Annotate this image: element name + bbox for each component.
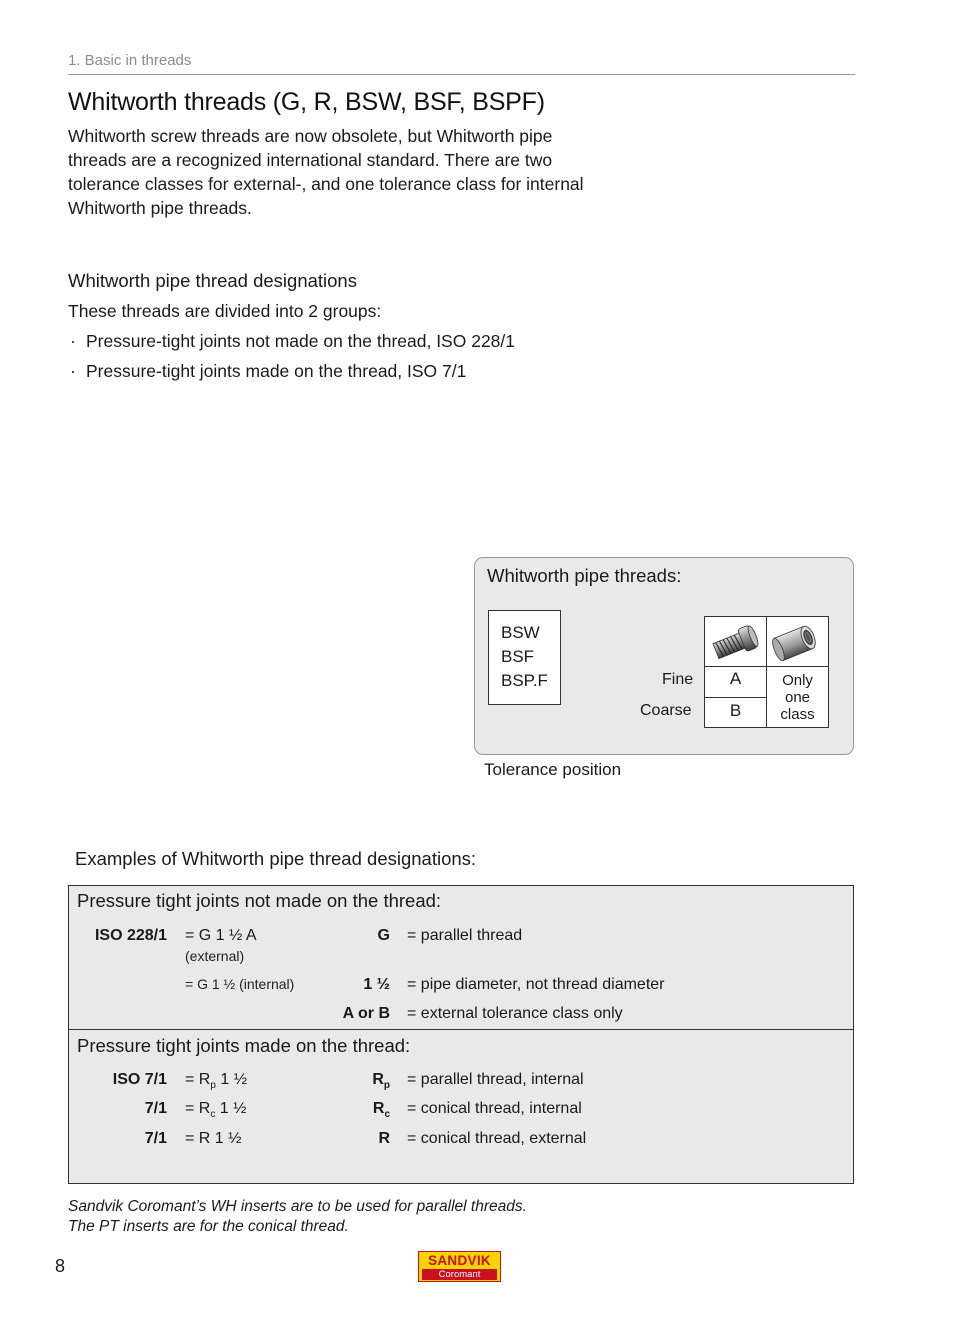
key-subscript: c [384, 1109, 390, 1120]
external-note: (external) [185, 948, 245, 964]
page-number: 8 [55, 1256, 66, 1276]
intro-line: tolerance classes for external-, and one tolerance class for internal [68, 174, 584, 194]
grid-line [705, 666, 828, 667]
footnote-line: The PT inserts are for the conical thread. [68, 1217, 349, 1235]
sandvik-coromant-logo [418, 1251, 501, 1282]
designation-size: 1 ½ [215, 1071, 248, 1088]
legend-key: 1 ½ [363, 976, 390, 993]
row-designation [185, 1130, 241, 1148]
thread-type: BSP.F [501, 671, 548, 690]
designation-subscript: c [210, 1109, 216, 1120]
internal-class-cell [767, 672, 828, 723]
designation-prefix: = R [185, 1071, 211, 1088]
row-key [300, 1130, 390, 1148]
tolerance-caption: Tolerance position [484, 760, 622, 779]
internal-designation: = G 1 ½ (internal) [185, 976, 295, 992]
legend-desc: = pipe diameter, not thread diameter [407, 976, 665, 993]
internal-class-line: Only [782, 672, 813, 689]
designation-prefix: = R 1 ½ [185, 1130, 242, 1147]
thread-type: BSW [501, 623, 540, 642]
key-letter: R [372, 1071, 384, 1088]
section-label: 1. Basic in threads [68, 52, 192, 69]
footnote [68, 1197, 527, 1236]
internal-thread-nut-icon [769, 620, 825, 664]
legend-desc: = parallel thread [407, 927, 523, 944]
row-description: = conical thread, external [407, 1130, 587, 1147]
thread-type: BSF [501, 647, 535, 666]
pipe-threads-title: Whitworth pipe threads: [487, 565, 682, 586]
examples-divider [68, 1029, 854, 1030]
key-subscript: p [383, 1080, 390, 1091]
examples-heading: Examples of Whitworth pipe thread designations: [75, 848, 477, 869]
row-description: = parallel thread, internal [407, 1071, 584, 1088]
bullet-text: Pressure-tight joints not made on the thread, ISO 228/1 [86, 331, 515, 351]
row-standard: ISO 7/1 [112, 1071, 167, 1088]
designations-intro: These threads are divided into 2 groups: [68, 301, 382, 321]
logo-line1: SANDVIK [428, 1253, 491, 1268]
row-standard: 7/1 [144, 1130, 167, 1147]
designation-size: 1 ½ [215, 1100, 247, 1117]
external-designation: = G 1 ½ A [185, 927, 257, 944]
intro-paragraph [68, 124, 668, 220]
intro-line: threads are a recognized international standard. There are two [68, 150, 553, 170]
row-standard: 7/1 [144, 1100, 167, 1117]
bullet-item [70, 331, 515, 352]
external-thread-bolt-icon [708, 620, 764, 664]
row-key [300, 1100, 390, 1120]
fine-label: Fine [662, 671, 694, 688]
internal-class-line: one [784, 689, 811, 706]
on-thread-title: Pressure tight joints made on the thread: [77, 1035, 411, 1056]
thread-types-box [488, 610, 561, 705]
logo-line2: Coromant [422, 1269, 497, 1280]
legend-key: G [377, 927, 390, 944]
key-letter: R [378, 1130, 390, 1147]
key-letter: R [372, 1100, 385, 1117]
page-title: Whitworth threads (G, R, BSW, BSF, BSPF) [68, 88, 545, 116]
intro-line: Whitworth screw threads are now obsolete, but Whitworth pipe [68, 126, 553, 146]
row-designation [185, 1071, 247, 1091]
bullet-dot: · [70, 361, 76, 381]
tolerance-grid [704, 616, 829, 728]
bullet-text: Pressure-tight joints made on the thread, ISO 7/1 [86, 361, 467, 381]
designation-prefix: = R [185, 1100, 211, 1117]
standard-label: ISO 228/1 [94, 927, 167, 944]
grid-line [705, 697, 766, 698]
legend-desc: = external tolerance class only [407, 1005, 623, 1022]
fine-class-cell: A [729, 669, 742, 688]
row-key [300, 1071, 390, 1091]
header-rule [68, 74, 855, 75]
footnote-line: Sandvik Coromant’s WH inserts are to be used for parallel threads. [68, 1198, 527, 1215]
bullet-item [70, 361, 466, 382]
coarse-label: Coarse [640, 702, 692, 719]
coarse-class-cell: B [729, 701, 742, 720]
bullet-dot: · [70, 331, 76, 351]
designations-heading: Whitworth pipe thread designations [68, 270, 357, 291]
intro-line: Whitworth pipe threads. [68, 198, 252, 218]
not-on-thread-title: Pressure tight joints not made on the thread: [77, 890, 442, 911]
legend-key: A or B [342, 1005, 390, 1022]
internal-class-line: class [780, 706, 815, 723]
row-designation [185, 1100, 246, 1120]
designation-subscript: p [210, 1080, 216, 1091]
row-description: = conical thread, internal [407, 1100, 582, 1117]
